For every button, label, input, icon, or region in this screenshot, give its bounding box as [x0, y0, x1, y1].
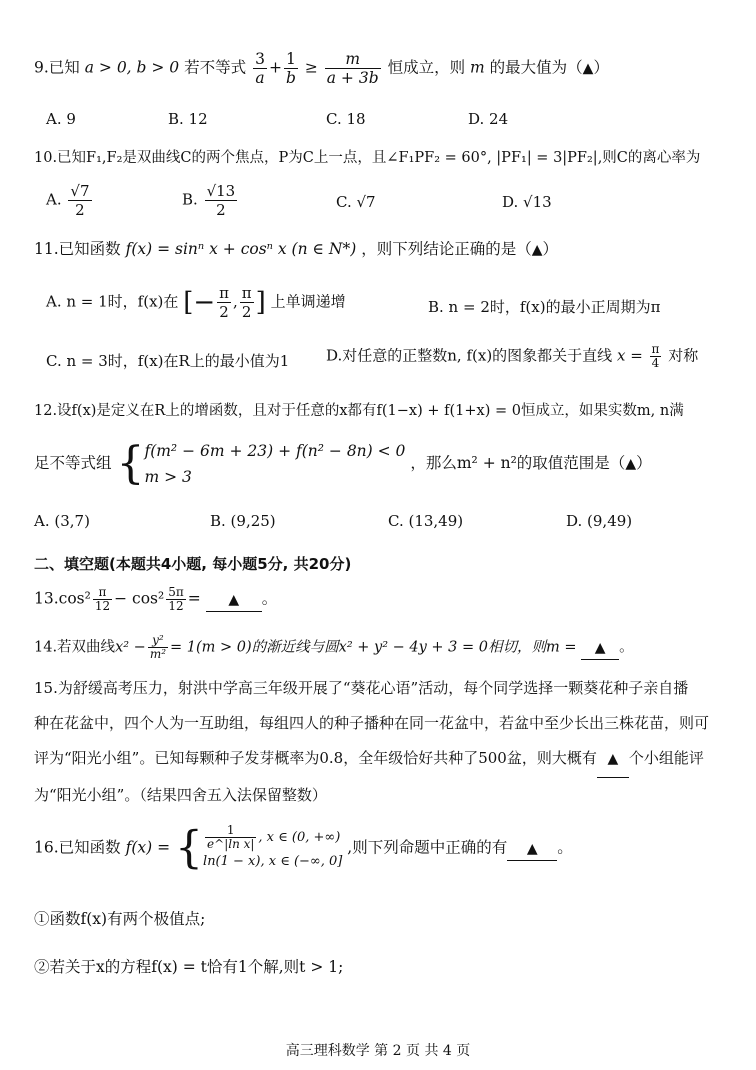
question-15: 15.为舒缓高考压力，射洪中学高三年级开展了“葵花心语”活动，每个同学选择一颗葵花种子亲自播 种在花盆中，四个人为一互助组，每组四人的种子播种在同一花盆中，若盆中至少长出三株花苗，则可 评为“阳光小组”。已知每颗种子发芽概率为0.8，全年级恰好共种了500盆，则大概有 ▲ 个小组能评 为“阳光小组”。（结果四舍五入法保留整数） — [34, 679, 710, 804]
q11-function: f(x) = sinⁿ x + cosⁿ x (n ∈ N*) — [125, 240, 357, 258]
q9-option-a: A. 9 — [46, 110, 76, 128]
q11-option-a: A. n = 1时，f(x)在 [− $\frac{\pi}{2}$ , $\frac{\pi}{2}$ ] 上单调递增 — [46, 284, 346, 321]
q12-option-c: C. (13,49) — [388, 512, 464, 530]
question-9: 9.已知 a > 0, b > 0 若不等式 $\frac{3}{a}$ + $\frac{1}{b}$ ≥ $\frac{m}{a + 3b}$ 恒成立，则 m 的最大值为（▲） — [34, 50, 609, 87]
q11-option-b: B. n = 2时，f(x)的最小正周期为π — [428, 298, 661, 316]
q9-stem-b: 若不等式 — [184, 58, 247, 77]
piecewise-cases: $\frac{1}{\text{e\textasciicircum{}|ln x|}}$ , x ∈ (0, +∞) ln(1 − x), x ∈ (−∞, 0] — [203, 823, 343, 869]
answer-triangle-icon: ▲ — [607, 751, 619, 767]
q9-fraction-1: $\frac{3}{a}$ — [255, 50, 265, 87]
section-heading-fill-in: 二、填空题(本题共4小题, 每小题5分, 共20分) — [34, 555, 352, 573]
question-11: 11.已知函数 f(x) = sinⁿ x + cosⁿ x (n ∈ N*) ，则下列结论正确的是（▲） — [34, 240, 559, 258]
q9-stem: 9.已知 — [34, 58, 80, 77]
question-10: 10.已知F₁,F₂是双曲线C的两个焦点，P为C上一点，且∠F₁PF₂ = 60°, |PF₁| = 3|PF₂|,则C的离心率为 — [34, 150, 701, 166]
question-16: 16.已知函数 f(x) = { $\frac{1}{\text{e\textasciicircum{}|ln x|}}$ , x ∈ (0, +∞) ln(1 − x), x ∈ (−∞, 0] ,则下列命题中正确的有 ▲ 。 — [34, 822, 573, 874]
q10-option-c: C. √7 — [336, 193, 376, 211]
q9-stem-c: 恒成立，则 — [387, 58, 466, 77]
answer-triangle-icon: ▲ — [531, 242, 543, 258]
answer-triangle-icon: ▲ — [582, 60, 594, 77]
q9-stem-d: 的最大值为（ — [489, 58, 583, 77]
question-12-cont: 足不等式组 { f(m² − 6m + 23) + f(n² − 8n) < 0 m > 3 ，那么m² + n²的取值范围是（▲） — [34, 438, 652, 489]
page-footer: 高三理科数学 第 2 页 共 4 页 — [285, 1043, 471, 1059]
q9-fraction-3: $\frac{m}{a + 3b}$ — [326, 50, 379, 87]
q12-option-a: A. (3,7) — [34, 512, 90, 530]
statement-1: ①函数f(x)有两个极值点; — [34, 910, 206, 928]
q12-option-b: B. (9,25) — [210, 512, 276, 530]
question-12: 12.设f(x)是定义在R上的增函数，且对于任意的x都有f(1−x) + f(1+x) = 0恒成立，如果实数m, n满 — [34, 403, 684, 419]
q11-option-c: C. n = 3时，f(x)在R上的最小值为1 — [46, 352, 290, 370]
q11-option-d: D.对任意的正整数n, f(x)的图象都关于直线 x = $\frac{\pi}{4}$ 对称 — [326, 342, 699, 370]
answer-triangle-icon: ▲ — [594, 639, 606, 656]
q9-option-c: C. 18 — [326, 110, 366, 128]
q10-option-d: D. √13 — [502, 193, 552, 211]
answer-triangle-icon: ▲ — [625, 456, 637, 472]
inequality-system: f(m² − 6m + 23) + f(n² − 8n) < 0 m > 3 — [144, 442, 406, 486]
q9-option-d: D. 24 — [468, 110, 509, 128]
q9-var: m — [470, 58, 485, 77]
q9-condition: a > 0, b > 0 — [84, 58, 180, 77]
q10-option-a: A. $\frac{√7}{2}$ — [46, 182, 90, 219]
answer-triangle-icon: ▲ — [526, 840, 538, 857]
q12-option-d: D. (9,49) — [566, 512, 633, 530]
statement-2: ②若关于x的方程f(x) = t恰有1个解,则t > 1; — [34, 958, 344, 976]
q9-option-b: B. 12 — [168, 110, 208, 128]
q9-fraction-2: $\frac{1}{b}$ — [285, 50, 296, 87]
system-brace: { — [116, 438, 145, 489]
question-14: 14.若双曲线x² − $\frac{\text{y²}}{\text{m²}}$ = 1(m > 0)的渐近线与圆x² + y² − 4y + 3 = 0相切，则m = ▲ 。 — [34, 633, 634, 661]
q10-option-b: B. $\frac{√13}{2}$ — [182, 182, 236, 219]
q9-ge: ≥ — [304, 58, 318, 77]
piecewise-brace: { — [175, 822, 204, 874]
answer-triangle-icon: ▲ — [228, 591, 240, 608]
question-13: 13.cos² $\frac{\pi}{12}$ − cos² $\frac{5\pi}{12}$ = ▲ 。 — [34, 585, 278, 613]
